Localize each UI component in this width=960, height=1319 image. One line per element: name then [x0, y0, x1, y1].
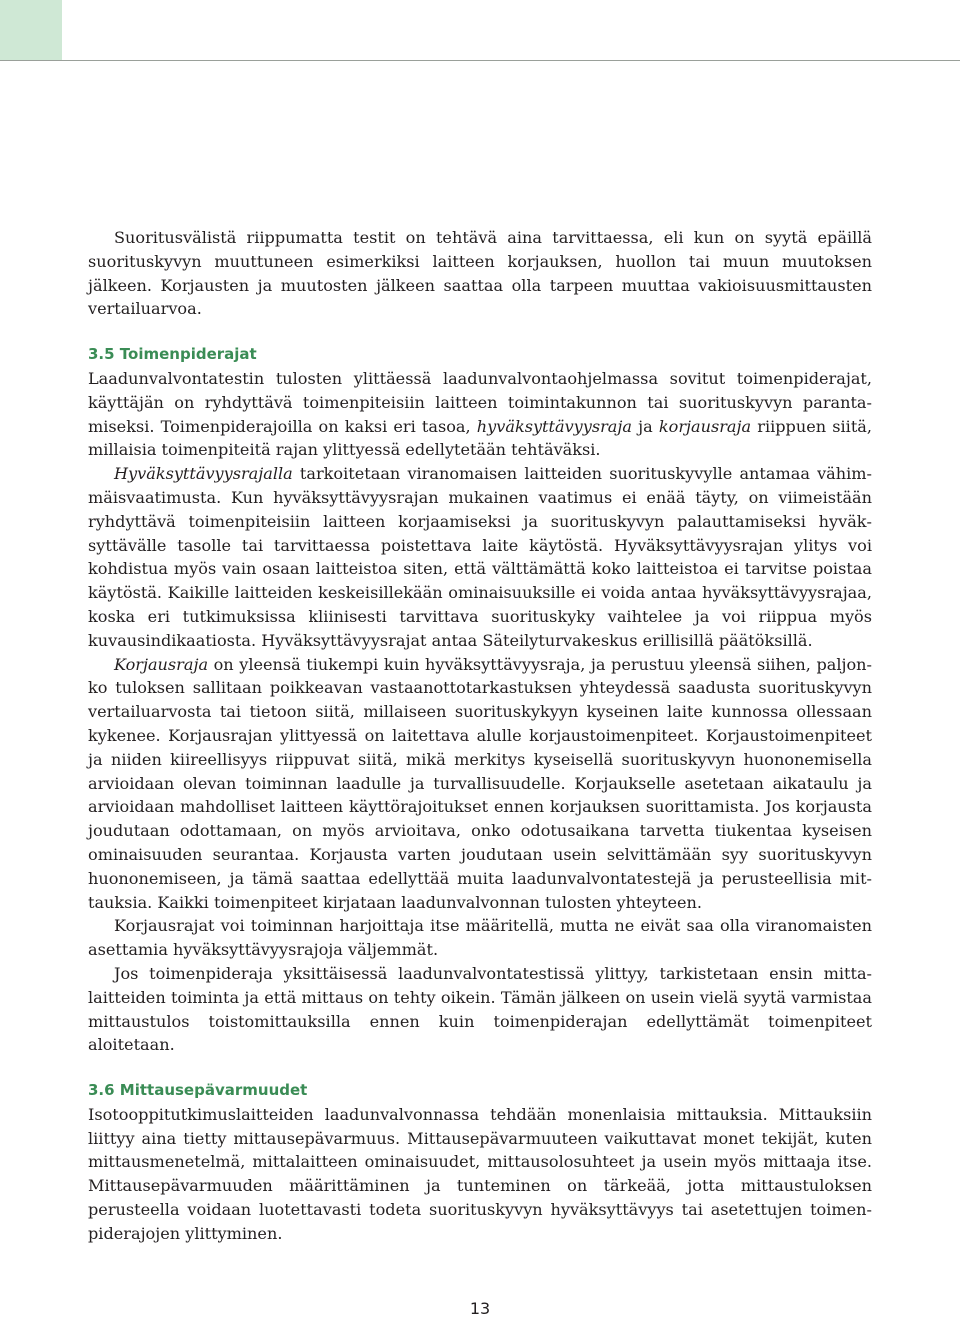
header-rule	[0, 60, 960, 61]
paragraph-text: Laadunvalvontatestin tulosten ylittäessä laadunvalvontaohjelmassa sovitut toimenpiderajat, käyttäjän on ryhdyttävä toimenpiteisiin laitteen toimintakunnon tai suorituskyvyn parantamiseksi. Toimenpiderajoilla on kaksi eri tasoa,	[88, 368, 872, 436]
toimenpiderajat-paragraph-1	[88, 367, 872, 462]
paragraph-text: riippuen siitä, millaisia toimenpiteitä rajan ylittyessä edellytetään tehtäväksi.	[88, 416, 872, 460]
corner-color-block	[0, 0, 62, 60]
toimenpiderajat-paragraph-4: Korjausrajat voi toiminnan harjoittaja itse määritellä, mutta ne eivät saa olla viranomaisten asettamia hyväksyttävyysrajoja väljemmät.	[88, 916, 872, 960]
paragraph-text: ja	[631, 416, 659, 436]
toimenpiderajat-paragraph-3	[88, 653, 872, 915]
term-hyvaksyttavyysrajalla: Hyväksyttävyysrajalla	[114, 464, 293, 484]
page-number: 13	[469, 1299, 491, 1318]
section-heading-mittausepavarmuudet: 3.6 Mittausepävarmuudet	[88, 1081, 308, 1100]
paragraph-text: tarkoitetaan viranomaisen laitteiden suorituskyvylle antamaa vähimmäisvaatimusta. Kun hyväksyttävyysrajan mukainen vaatimus ei enää täyty, on viimeistään ryhdyttävä toimenpiteisiin laitteen korjaamiseksi ja suorituskyvyn palauttamiseksi hyväksyttävälle tasolle tai tarvittaessa poistettava laite käytöstä. Hyväksyttävyysrajan ylitys voi kohdistua myös vain osaan laitteistoa siten, että välttämättä koko laitteistoa ei tarvitse poistaa käytöstä. Kaikille laitteiden keskeisillekään ominaisuuksille ei voida antaa hyväksyttävyysrajaa, koska eri tutkimuksissa kliinisesti tarvittava suorituskyky vaihtelee ja voi riippua myös kuvausindikaatiosta. Hyväksyttävyysrajat antaa Säteilyturvakeskus erillisillä päätöksillä.	[88, 464, 872, 650]
section-heading-toimenpiderajat: 3.5 Toimenpiderajat	[88, 345, 257, 364]
toimenpiderajat-paragraph-5: Jos toimenpideraja yksittäisessä laadunvalvontatestissä ylittyy, tarkistetaan ensin mittalaitteiden toiminta ja että mittaus on tehty oikein. Tämän jälkeen on usein vielä syytä varmistaa mittaustulos toistomittauksilla ennen kuin toimenpiderajan edellyttämät toimenpiteet aloitetaan.	[88, 963, 872, 1055]
term-hyvaksyttavyysraja: hyväksyttävyysraja	[476, 416, 632, 436]
intro-paragraph: Suoritusvälistä riippumatta testit on tehtävä aina tarvittaessa, eli kun on syytä epäillä suorituskyvyn muuttuneen esimerkiksi laitteen korjauksen, huollon tai muun muutoksen jälkeen. Korjausten ja muutosten jälkeen saattaa olla tarpeen muuttaa vakioisuusmittausten vertailuarvoa.	[88, 228, 872, 319]
term-korjausraja: Korjausraja	[114, 654, 209, 674]
paragraph-text: on yleensä tiukempi kuin hyväksyttävyysraja, ja perustuu yleensä siihen, paljonko tuloksen sallitaan poikkeavan vastaanottotarkastuksen yhteydessä saadusta suorituskyvyn vertailuarvosta tai tietoon siitä, millaiseen suorituskykyyn kyseinen laite kunnossa ollessaan kykenee. Korjausrajan ylittyessä on laitettava alulle korjaustoimenpiteet. Korjaustoimenpiteet ja niiden kiireellisyys riippuvat siitä, mikä merkitys kyseisellä suorituskyvyn huononemisella arvioidaan olevan toiminnan laadulle ja turvallisuudelle. Korjaukselle asetetaan aikataulu ja arvioidaan mahdolliset laitteen käyttörajoitukset ennen korjauksen suorittamista. Jos korjausta joudutaan odottamaan, on myös arvioitava, onko odotusaikana tarvetta tiukentaa kyseisen ominaisuuden seurantaa. Korjausta varten joudutaan usein selvittämään syy suorituskyvyn huononemiseen, ja tämä saattaa edellyttää muita laadunvalvontatestejä ja perusteellisia mittauksia. Kaikki toimenpiteet kirjataan laadunvalvonnan tulosten yhteyteen.	[88, 654, 872, 912]
toimenpiderajat-paragraph-2	[88, 462, 872, 652]
term-korjausraja: korjausraja	[658, 416, 752, 436]
page-body	[88, 226, 872, 1246]
mittausepavarmuudet-paragraph-1: Isotooppitutkimuslaitteiden laadunvalvonnassa tehdään monenlaisia mittauksia. Mittauksiin liittyy aina tietty mittausepävarmuus. Mittausepävarmuuteen vaikuttavat monet tekijät, kuten mittausmenetelmä, mittalaitteen ominaisuudet, mittausolosuhteet ja usein myös mittaaja itse. Mittausepävarmuuden määrittäminen ja tunteminen on tärkeää, jotta mittaustuloksen perusteella voidaan luotettavasti todeta suorituskyvyn hyväksyttävyys tai asetettujen toimenpiderajojen ylittyminen.	[88, 1104, 872, 1243]
